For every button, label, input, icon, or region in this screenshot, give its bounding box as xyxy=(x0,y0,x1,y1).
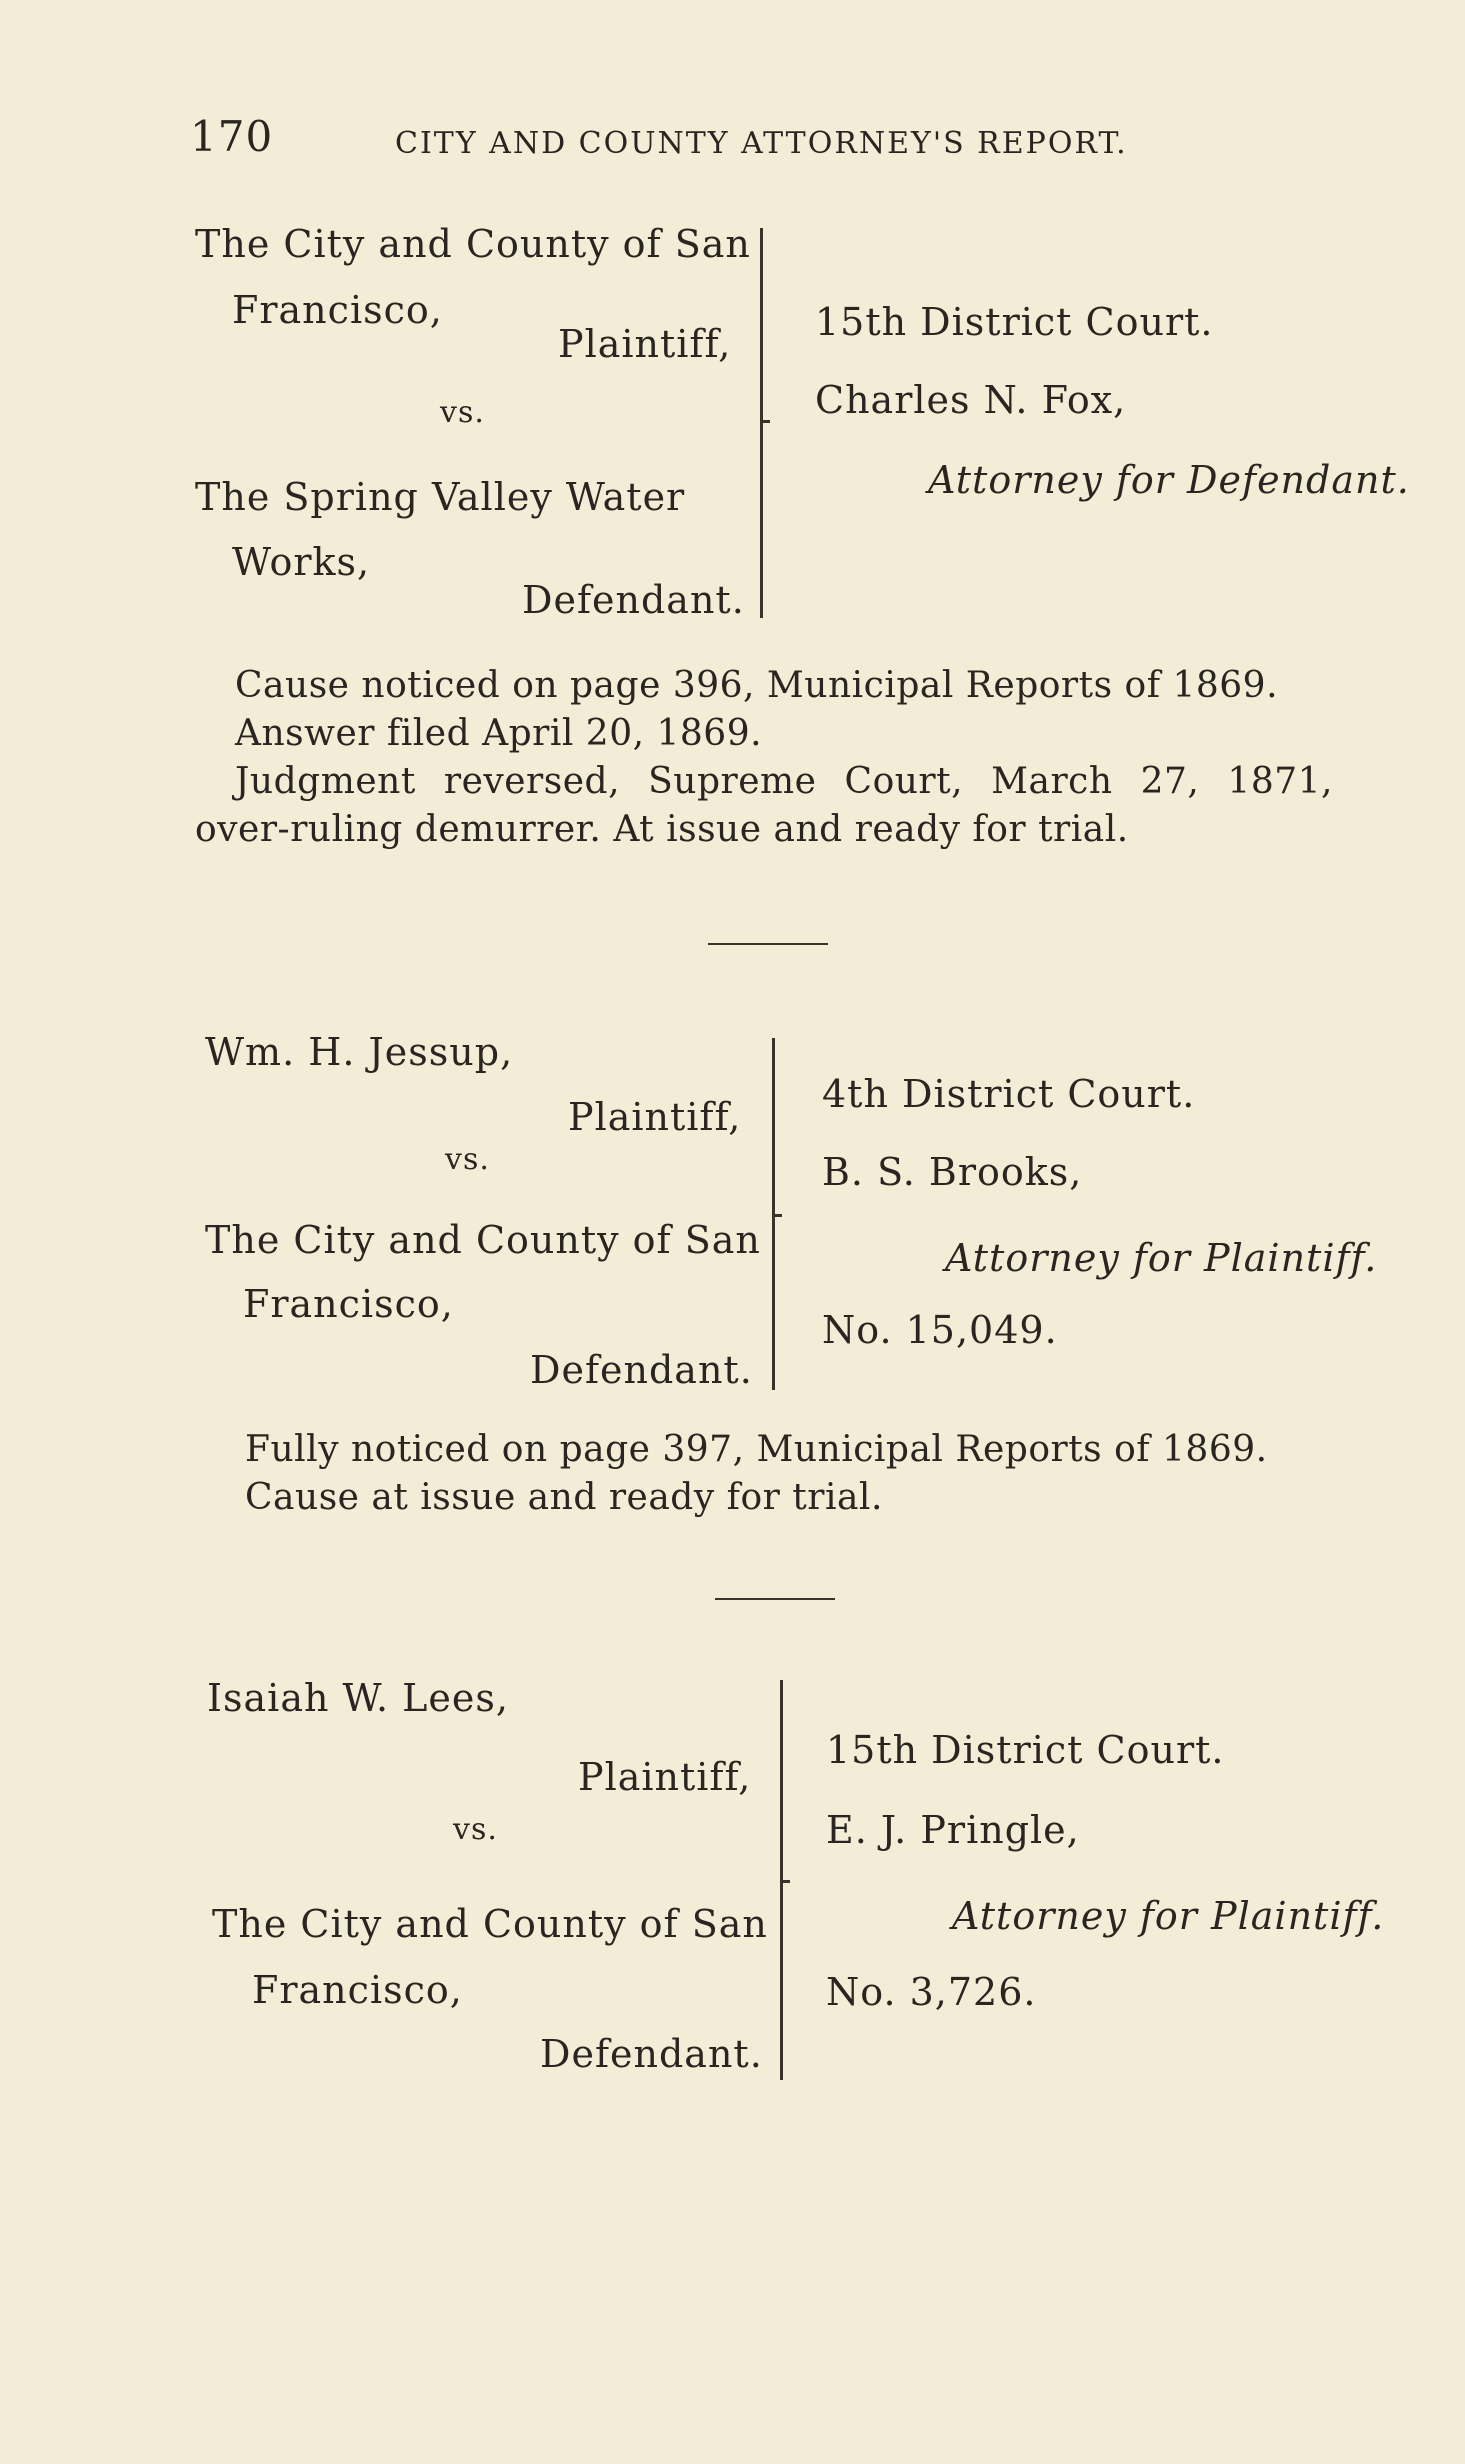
plaintiff-role: Plaintiff, xyxy=(578,1755,752,1799)
versus-label: vs. xyxy=(440,395,485,430)
defendant-role: Defendant. xyxy=(530,1348,753,1392)
plaintiff-role: Plaintiff, xyxy=(558,322,732,366)
defendant-name: The City and County of San xyxy=(205,1218,761,1262)
case-brace xyxy=(760,228,763,618)
defendant-name-cont: Francisco, xyxy=(252,1968,463,2012)
plaintiff-name: Isaiah W. Lees, xyxy=(207,1676,509,1720)
court-name: 15th District Court. xyxy=(815,300,1214,344)
case-note: Judgment reversed, Supreme Court, March 27, 1871, over-ruling demurrer. At issue and ready for trial. xyxy=(195,761,1333,850)
defendant-name-cont: Francisco, xyxy=(243,1282,454,1326)
case-note: Fully noticed on page 397, Municipal Reports of 1869. xyxy=(245,1429,1268,1470)
brace-point xyxy=(772,1214,782,1217)
case-number: No. 3,726. xyxy=(826,1970,1037,2014)
attorney-name: Charles N. Fox, xyxy=(815,378,1127,422)
brace-point xyxy=(780,1880,790,1883)
attorney-name: B. S. Brooks, xyxy=(822,1150,1083,1194)
case-number: No. 15,049. xyxy=(822,1308,1058,1352)
page-header xyxy=(190,112,1370,172)
plaintiff-name: Wm. H. Jessup, xyxy=(205,1030,514,1074)
brace-point xyxy=(760,420,770,423)
defendant-name: The City and County of San xyxy=(212,1902,768,1946)
court-name: 15th District Court. xyxy=(826,1728,1225,1772)
attorney-role: Attorney for Defendant. xyxy=(928,458,1410,502)
attorney-role: Attorney for Plaintiff. xyxy=(945,1236,1378,1280)
section-divider xyxy=(715,1598,835,1600)
plaintiff-name: The City and County of San xyxy=(195,222,751,266)
page-number: 170 xyxy=(190,112,274,161)
section-divider xyxy=(708,943,828,945)
case-note: Cause at issue and ready for trial. xyxy=(245,1477,883,1518)
defendant-role: Defendant. xyxy=(522,578,745,622)
defendant-name: The Spring Valley Water xyxy=(195,475,686,519)
attorney-name: E. J. Pringle, xyxy=(826,1808,1080,1852)
plaintiff-name-cont: Francisco, xyxy=(232,288,443,332)
versus-label: vs. xyxy=(445,1142,490,1177)
case-note: Cause noticed on page 396, Municipal Reports of 1869. xyxy=(235,665,1279,706)
defendant-role: Defendant. xyxy=(540,2032,763,2076)
case-note: Answer filed April 20, 1869. xyxy=(235,713,763,754)
versus-label: vs. xyxy=(453,1812,498,1847)
attorney-role: Attorney for Plaintiff. xyxy=(952,1894,1385,1938)
court-name: 4th District Court. xyxy=(822,1072,1196,1116)
defendant-name-cont: Works, xyxy=(232,540,371,584)
running-title: CITY AND COUNTY ATTORNEY'S REPORT. xyxy=(395,126,1128,161)
plaintiff-role: Plaintiff, xyxy=(568,1095,742,1139)
